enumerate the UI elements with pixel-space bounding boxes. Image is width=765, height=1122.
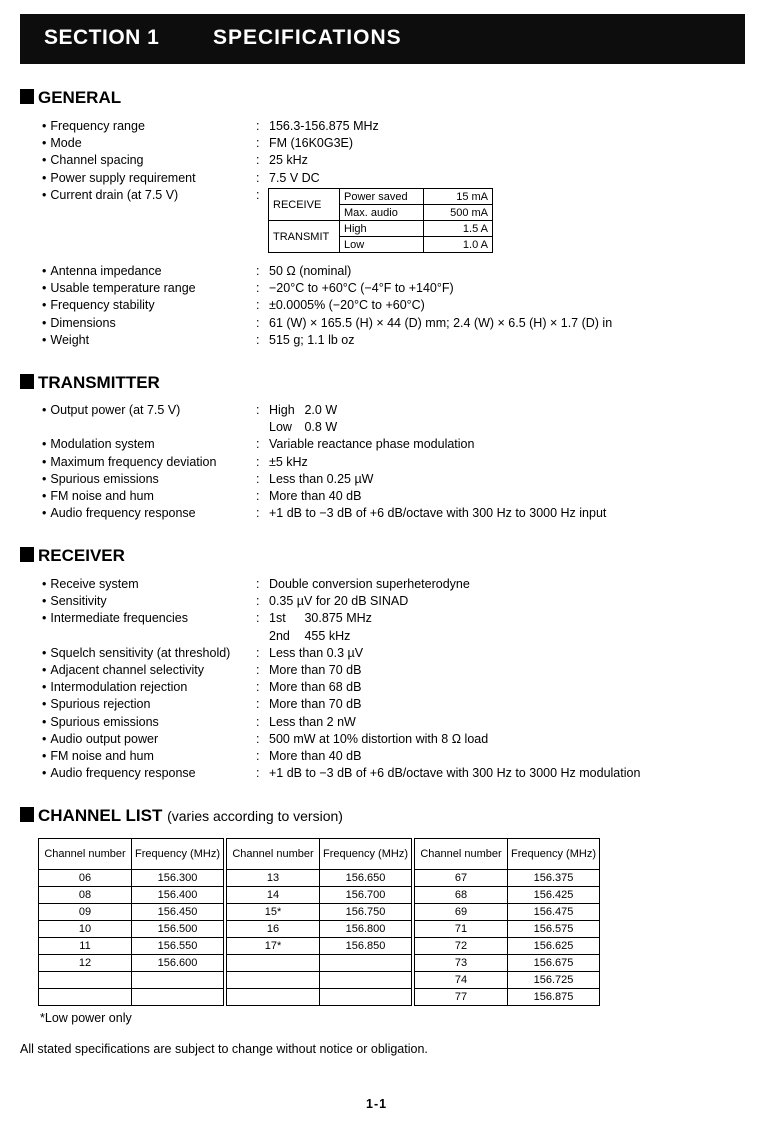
channel-cell — [225, 972, 320, 989]
spec-row: • Frequency range : 156.3-156.875 MHz — [42, 118, 742, 135]
current-drain-table — [268, 188, 493, 253]
frequency-cell: 156.600 — [132, 955, 226, 972]
spec-row: • Audio output power : 500 mW at 10% distortion with 8 Ω load — [42, 731, 742, 748]
spec-row: • Weight : 515 g; 1.1 lb oz — [42, 332, 742, 349]
spec-row: • Dimensions : 61 (W) × 165.5 (H) × 44 (D) mm; 2.4 (W) × 6.5 (H) × 1.7 (D) in — [42, 315, 742, 332]
spec-row: • Spurious rejection : More than 70 dB — [42, 696, 742, 713]
value-cell: 15 mA — [424, 189, 493, 205]
table-row — [39, 887, 600, 904]
channel-cell — [225, 989, 320, 1006]
frequency-cell: 156.750 — [320, 904, 414, 921]
spec-row: • Spurious emissions : Less than 2 nW — [42, 714, 742, 731]
transmitter-heading: TRANSMITTER — [20, 373, 160, 393]
table-row — [39, 972, 600, 989]
spec-row: • Modulation system : Variable reactance phase modulation — [42, 436, 742, 453]
table-row — [39, 921, 600, 938]
channel-cell: 13 — [225, 870, 320, 887]
page-number: 1-1 — [366, 1097, 388, 1111]
frequency-cell: 156.300 — [132, 870, 226, 887]
channel-cell: 06 — [39, 870, 132, 887]
frequency-cell: 156.375 — [508, 870, 600, 887]
spec-row: • Receive system : Double conversion superheterodyne — [42, 576, 742, 593]
frequency-cell: 156.475 — [508, 904, 600, 921]
frequency-cell — [132, 989, 226, 1006]
spec-row: • FM noise and hum : More than 40 dB — [42, 488, 742, 505]
frequency-cell: 156.650 — [320, 870, 414, 887]
spec-row: • Sensitivity : 0.35 µV for 20 dB SINAD — [42, 593, 742, 610]
channel-cell: 77 — [413, 989, 508, 1006]
channel-cell: 74 — [413, 972, 508, 989]
frequency-cell — [320, 955, 414, 972]
spec-row: • Frequency stability : ±0.0005% (−20°C to +60°C) — [42, 297, 742, 314]
table-row — [39, 904, 600, 921]
footnote: *Low power only — [40, 1011, 132, 1025]
channel-cell — [39, 972, 132, 989]
frequency-cell: 156.875 — [508, 989, 600, 1006]
spec-row: • Intermodulation rejection : More than 68 dB — [42, 679, 742, 696]
spec-row: • Output power (at 7.5 V) : High 2.0 W — [42, 402, 742, 419]
frequency-header: Frequency (MHz) — [508, 839, 600, 870]
channel-cell: 08 — [39, 887, 132, 904]
table-row — [39, 989, 600, 1006]
channel-cell: 16 — [225, 921, 320, 938]
condition-cell: Max. audio — [340, 205, 424, 221]
frequency-cell: 156.675 — [508, 955, 600, 972]
general-specs-2 — [42, 263, 742, 349]
spec-row: • Intermediate frequencies : 1st 30.875 MHz — [42, 610, 742, 627]
frequency-cell: 156.850 — [320, 938, 414, 955]
spec-row: • Channel spacing : 25 kHz — [42, 152, 742, 169]
frequency-cell: 156.425 — [508, 887, 600, 904]
frequency-header: Frequency (MHz) — [320, 839, 414, 870]
frequency-cell: 156.500 — [132, 921, 226, 938]
table-row — [39, 955, 600, 972]
channel-list-heading: CHANNEL LIST (varies according to version) — [20, 806, 343, 826]
channel-cell: 67 — [413, 870, 508, 887]
channel-cell — [225, 955, 320, 972]
spec-row: • Current drain (at 7.5 V) : — [42, 187, 742, 204]
channel-table — [38, 838, 600, 1006]
condition-cell: Low — [340, 237, 424, 253]
disclaimer: All stated specifications are subject to change without notice or obligation. — [20, 1042, 428, 1056]
spec-row: • Spurious emissions : Less than 0.25 µW — [42, 471, 742, 488]
receiver-heading: RECEIVER — [20, 546, 125, 566]
channel-cell: 11 — [39, 938, 132, 955]
spec-row: • Squelch sensitivity (at threshold) : Less than 0.3 µV — [42, 645, 742, 662]
frequency-header: Frequency (MHz) — [132, 839, 226, 870]
spec-row: • Audio frequency response : +1 dB to −3 dB of +6 dB/octave with 300 Hz to 3000 Hz input — [42, 505, 742, 522]
frequency-cell: 156.400 — [132, 887, 226, 904]
spec-row: • Antenna impedance : 50 Ω (nominal) — [42, 263, 742, 280]
frequency-cell: 156.625 — [508, 938, 600, 955]
channel-cell: 09 — [39, 904, 132, 921]
channel-cell: 68 — [413, 887, 508, 904]
frequency-cell: 156.700 — [320, 887, 414, 904]
channel-cell: 10 — [39, 921, 132, 938]
channel-header: Channel number — [39, 839, 132, 870]
spec-row: • Audio frequency response : +1 dB to −3 dB of +6 dB/octave with 300 Hz to 3000 Hz modulation — [42, 765, 742, 782]
frequency-cell: 156.725 — [508, 972, 600, 989]
channel-cell: 15* — [225, 904, 320, 921]
channel-cell: 12 — [39, 955, 132, 972]
channel-cell: 71 — [413, 921, 508, 938]
table-row — [39, 938, 600, 955]
condition-cell: Power saved — [340, 189, 424, 205]
frequency-cell: 156.550 — [132, 938, 226, 955]
receive-group-label: RECEIVE — [269, 189, 340, 221]
receiver-specs — [42, 576, 742, 782]
value-cell: 1.0 A — [424, 237, 493, 253]
spec-row: • Mode : FM (16K0G3E) — [42, 135, 742, 152]
frequency-cell: 156.575 — [508, 921, 600, 938]
frequency-cell: 156.800 — [320, 921, 414, 938]
frequency-cell — [320, 989, 414, 1006]
channel-cell: 69 — [413, 904, 508, 921]
transmitter-specs — [42, 402, 742, 522]
spec-row: • Usable temperature range : −20°C to +60°C (−4°F to +140°F) — [42, 280, 742, 297]
channel-cell: 73 — [413, 955, 508, 972]
section-banner — [20, 14, 745, 64]
channel-cell: 72 — [413, 938, 508, 955]
frequency-cell — [132, 972, 226, 989]
spec-row: • FM noise and hum : More than 40 dB — [42, 748, 742, 765]
spec-row: • Maximum frequency deviation : ±5 kHz — [42, 454, 742, 471]
channel-header: Channel number — [225, 839, 320, 870]
spec-row: Low 0.8 W — [269, 420, 338, 435]
spec-row: • Power supply requirement : 7.5 V DC — [42, 170, 742, 187]
channel-cell: 14 — [225, 887, 320, 904]
value-cell: 1.5 A — [424, 221, 493, 237]
general-heading: GENERAL — [20, 88, 121, 108]
section-number: SECTION 1 — [44, 26, 160, 49]
channel-header: Channel number — [413, 839, 508, 870]
frequency-cell: 156.450 — [132, 904, 226, 921]
spec-row: 2nd 455 kHz — [269, 628, 351, 643]
frequency-cell — [320, 972, 414, 989]
transmit-group-label: TRANSMIT — [269, 221, 340, 253]
channel-cell: 17* — [225, 938, 320, 955]
page-title: SPECIFICATIONS — [213, 26, 402, 49]
spec-row: • Adjacent channel selectivity : More than 70 dB — [42, 662, 742, 679]
channel-cell — [39, 989, 132, 1006]
condition-cell: High — [340, 221, 424, 237]
table-row — [39, 870, 600, 887]
value-cell: 500 mA — [424, 205, 493, 221]
